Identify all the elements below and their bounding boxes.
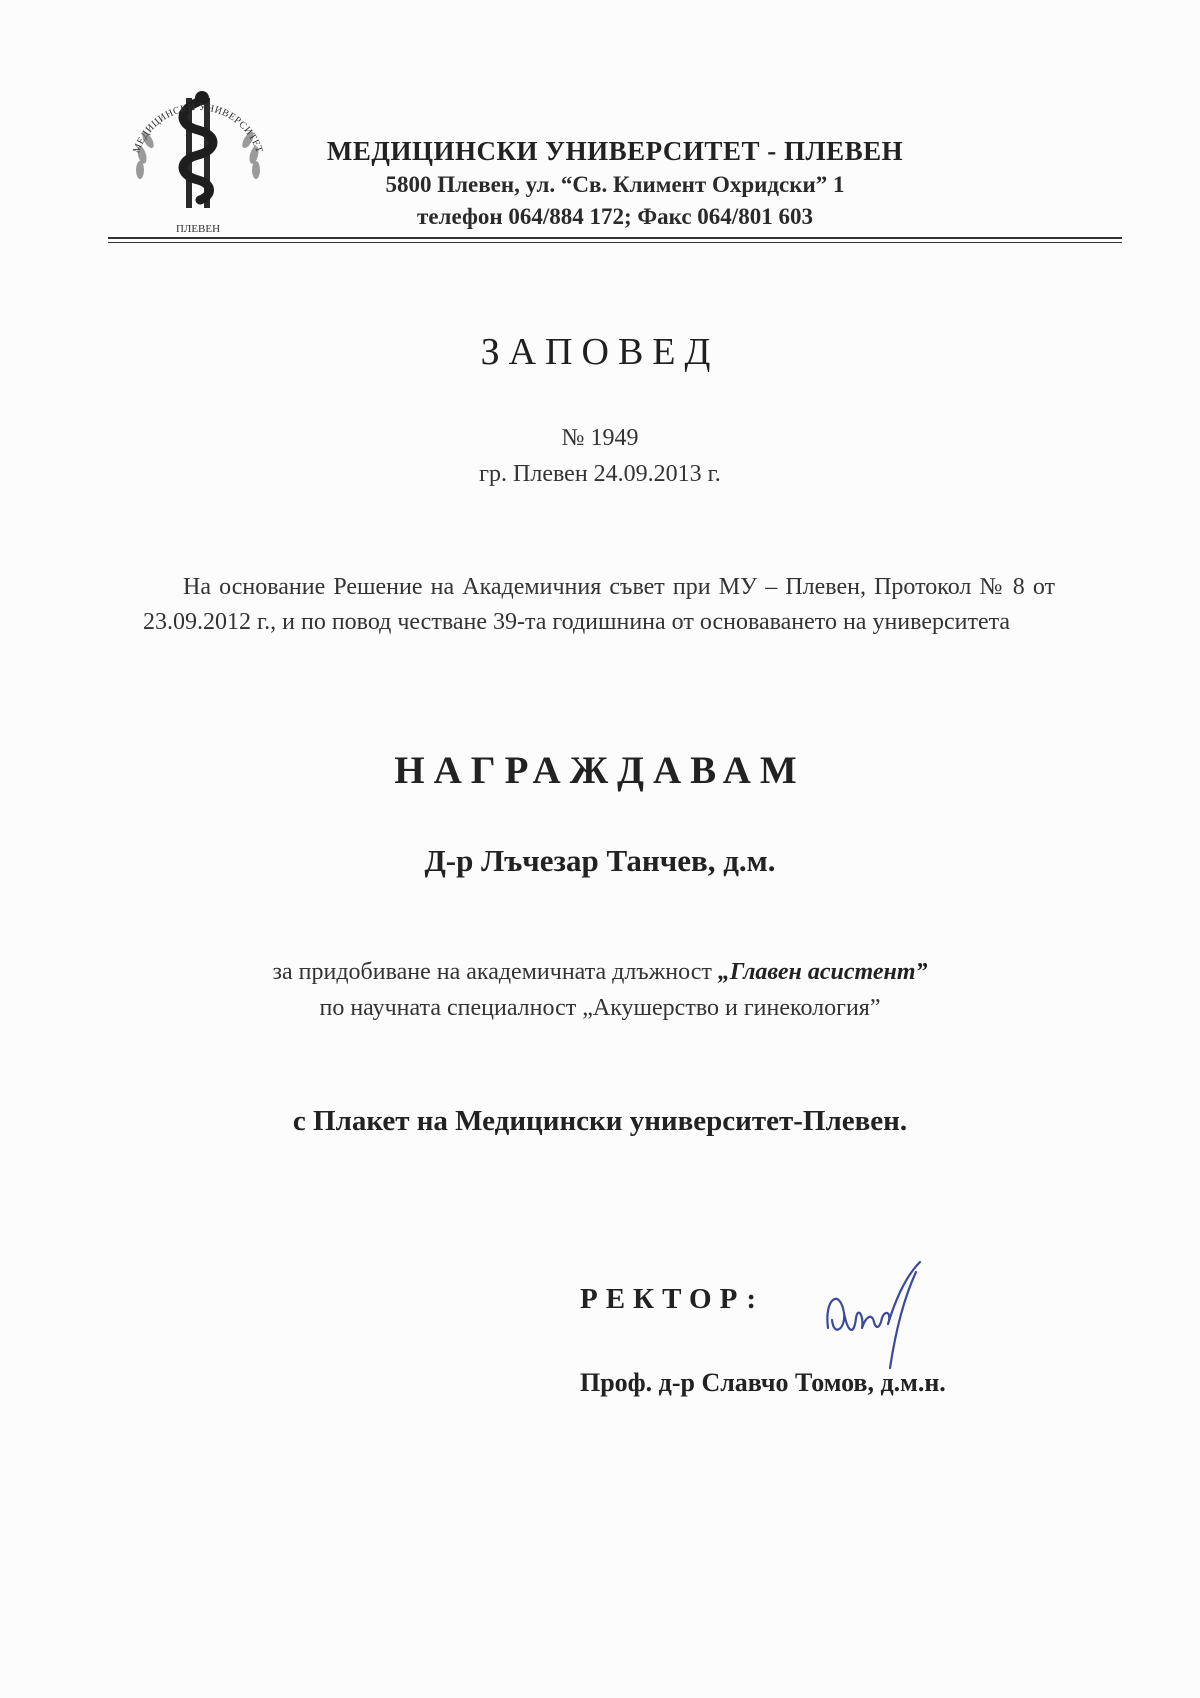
award-reason-prefix: за придобиване на академичната длъжност bbox=[272, 959, 718, 985]
caduceus-snake-emblem-icon bbox=[118, 80, 278, 240]
specialty-line: по научната специалност „Акушерство и гинекология” bbox=[319, 995, 881, 1021]
letterhead-rule-thin bbox=[108, 242, 1122, 243]
university-address: 5800 Плевен, ул. “Св. Климент Охридски” 1 bbox=[385, 172, 845, 197]
academic-position: „Главен асистент” bbox=[717, 959, 928, 985]
award-reason bbox=[0, 959, 1200, 986]
letterhead-rule bbox=[108, 237, 1122, 239]
rector-name: Проф. д-р Славчо Томов, д.м.н. bbox=[580, 1368, 946, 1397]
logo-ring-text-top: МЕДИЦИНСКИ УНИВЕРСИТЕТ bbox=[131, 101, 265, 155]
award-verb: НАГРАЖДАВАМ bbox=[394, 749, 806, 792]
awardee-name: Д-р Лъчезар Танчев, д.м. bbox=[424, 843, 776, 878]
letterhead bbox=[290, 133, 940, 233]
prize-line: с Плакет на Медицински университет-Плевен. bbox=[292, 1105, 908, 1137]
order-number: № 1949 bbox=[561, 425, 639, 451]
rector-title: РЕКТОР: bbox=[580, 1283, 765, 1315]
handwritten-signature-icon bbox=[820, 1258, 930, 1378]
basis-paragraph: На основание Решение на Академичния съвет при МУ – Плевен, Протокол № 8 от 23.09.2012 г., и по повод честване 39-та годишнина от основаването на университета bbox=[143, 574, 1055, 635]
university-name: МЕДИЦИНСКИ УНИВЕРСИТЕТ - ПЛЕВЕН bbox=[326, 136, 904, 166]
order-place-date: гр. Плевен 24.09.2013 г. bbox=[479, 461, 721, 487]
logo-ring-text-bottom: ПЛЕВЕН bbox=[175, 223, 221, 235]
order-title: ЗАПОВЕД bbox=[480, 331, 720, 373]
university-contacts: телефон 064/884 172; Факс 064/801 603 bbox=[417, 204, 813, 229]
